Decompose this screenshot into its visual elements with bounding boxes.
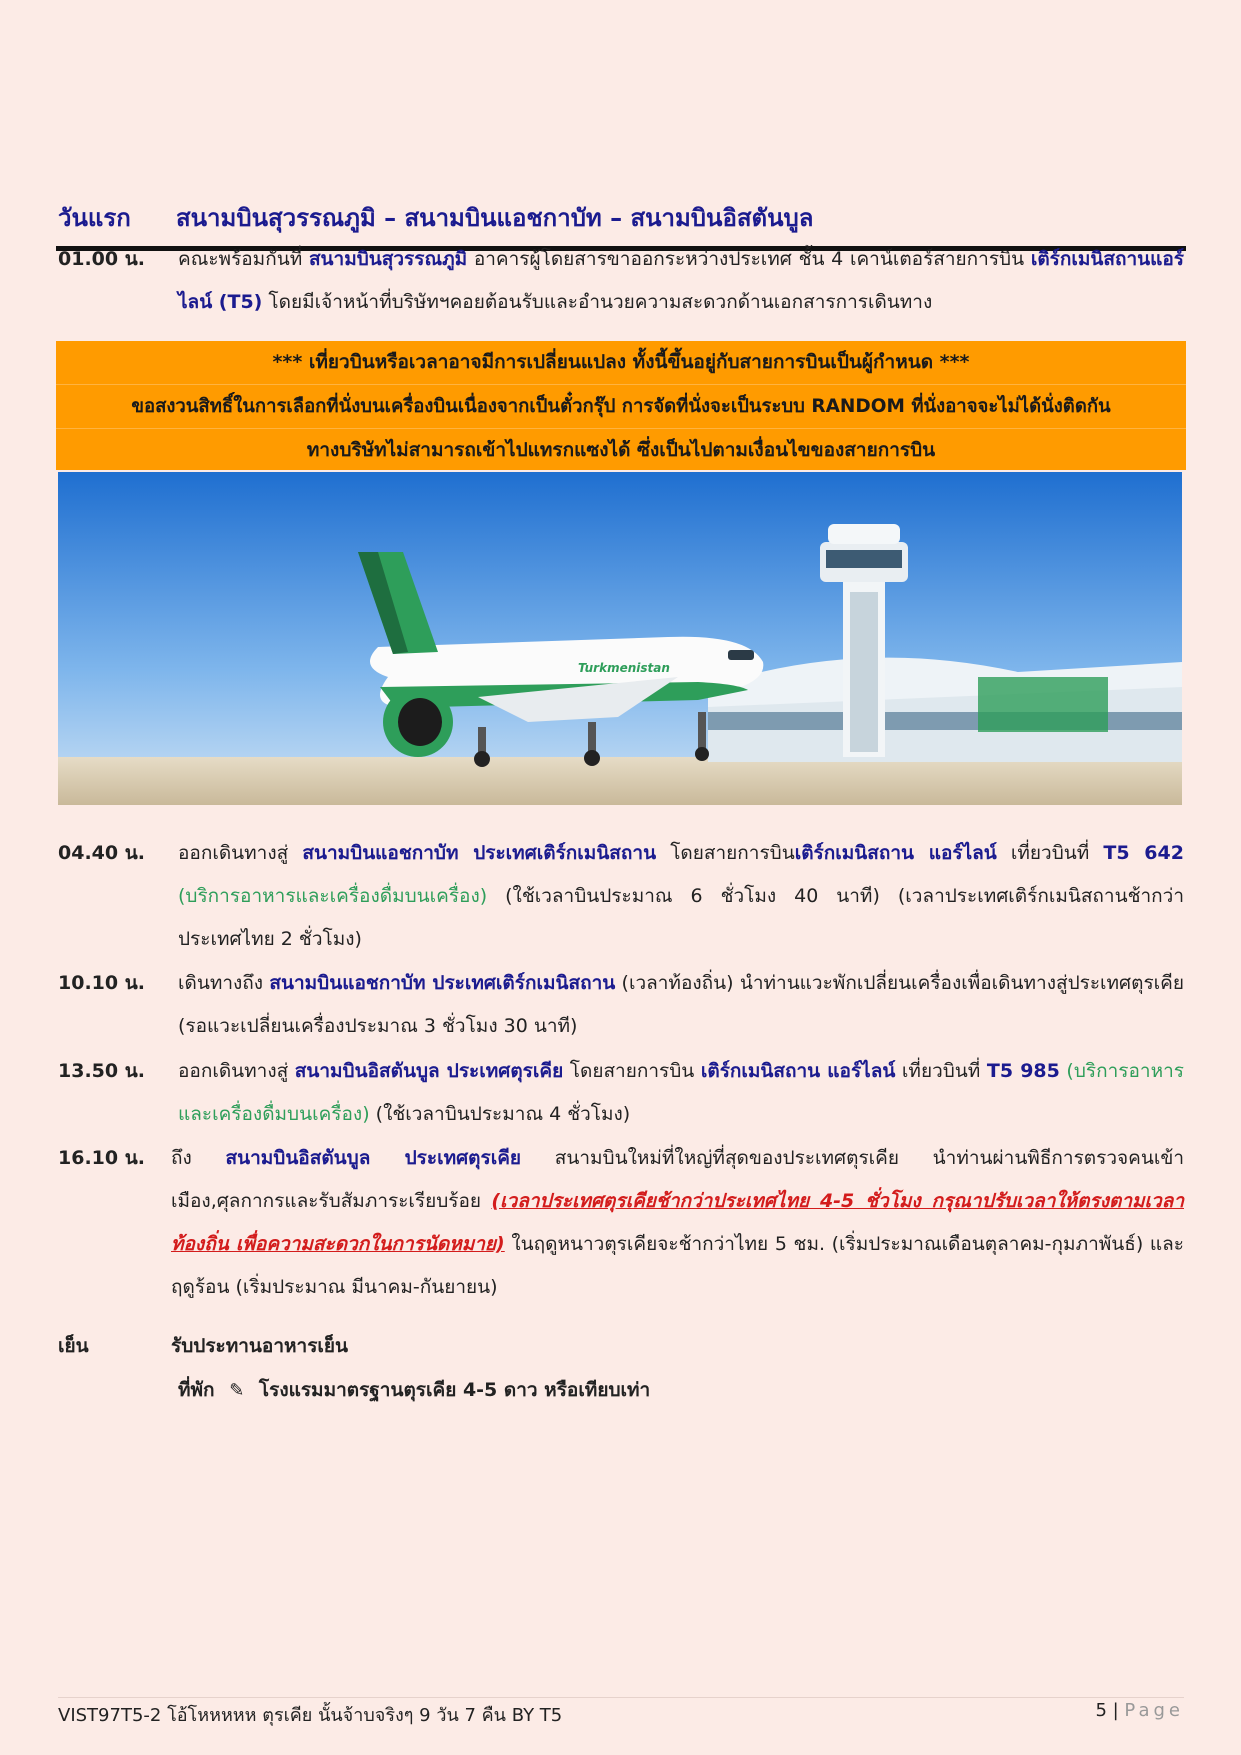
page-footer [58, 1700, 1184, 1729]
day-heading [58, 198, 1186, 237]
meal-service: (บริการอาหารและเครื่องดื่มบนเครื่อง) [178, 885, 488, 907]
airline-name: เติร์กเมนิสถาน แอร์ไลน์ [700, 1060, 896, 1082]
dinner-text: รับประทานอาหารเย็น [171, 1335, 349, 1357]
time-label: เย็น [58, 1335, 89, 1357]
page-number: 5 [1095, 1700, 1107, 1721]
airport-name: สนามบินแอชกาบัท ประเทศเติร์กเมนิสถาน [302, 842, 657, 864]
flight-number: T5 642 [1103, 842, 1184, 864]
time-zone-warning: (เวลาประเทศตุรเคียช้ากว่าประเทศไทย 4-5 ชั่วโมง กรุณาปรับเวลาให้ตรงตามเวลาท้องถิ่น เพื่อความสะดวกในการนัดหมาย) [171, 1190, 1184, 1255]
text: (เวลาท้องถิ่น) นำท่านแวะพักเปลี่ยนเครื่องเพื่อเดินทางสู่ประเทศตุรเคีย (รอแวะเปลี่ยนเครื่องประมาณ 3 ชั่วโมง 30 นาที) [178, 972, 1184, 1037]
text: โดยสายการบิน [563, 1060, 701, 1082]
day-route: สนามบินสุวรรณภูมิ – สนามบินแอชกาบัท – สนามบินอิสตันบูล [176, 204, 814, 232]
page-separator: | [1106, 1700, 1125, 1721]
text: (ใช้เวลาบินประมาณ 4 ชั่วโมง) [369, 1103, 631, 1125]
notice-line-3: ทางบริษัทไม่สามารถเข้าไปแทรกแซงได้ ซึ่งเป็นไปตามเงื่อนไขของสายการบิน [306, 439, 936, 461]
text: อาคารผู้โดยสารขาออกระหว่างประเทศ ชั้น 4 เคาน์เตอร์สายการบิน [467, 248, 1031, 270]
text: เดินทางถึง [178, 972, 270, 994]
text: สนามบินใหม่ที่ใหญ่ที่สุดของประเทศตุรเคีย นำท่านผ่านพิธีการตรวจคนเข้าเมือง,ศุลกากรและรับสัมภาระเรียบร้อย [171, 1147, 1185, 1212]
page-word: Page [1124, 1700, 1184, 1721]
text: โดยสายการบิน [656, 842, 795, 864]
entry-text [178, 832, 1184, 961]
text: เที่ยวบินที่ [895, 1060, 987, 1082]
itinerary-dinner [58, 1325, 1184, 1368]
hotel-text: โรงแรมมาตรฐานตุรเคีย 4-5 ดาว หรือเทียบเท่า [258, 1379, 651, 1401]
time-label: 10.10 น. [58, 972, 145, 994]
entry-text [178, 962, 1184, 1048]
airport-photo [58, 472, 1182, 805]
hotel-line [178, 1369, 1184, 1412]
flight-number: T5 985 [986, 1060, 1060, 1082]
plane-livery-text: Turkmenistan [578, 661, 670, 675]
airport-name: สนามบินอิสตันบูล ประเทศตุรเคีย [225, 1147, 522, 1169]
text: เที่ยวบินที่ [996, 842, 1104, 864]
hotel-label: ที่พัก [178, 1379, 215, 1401]
footer-program-code: VIST97T5-2 โอ้โหหหหห ตุรเคีย นั้นจ้าบจริงๆ 9 วัน 7 คืน BY T5 [58, 1705, 563, 1726]
airport-name: สนามบินอิสตันบูล ประเทศตุรเคีย [294, 1060, 564, 1082]
entry-text [178, 1050, 1184, 1136]
text: คณะพร้อมกันที่ [178, 248, 309, 270]
itinerary-1610 [58, 1137, 1184, 1309]
text: ออกเดินทางสู่ [178, 842, 303, 864]
itinerary-1350 [58, 1050, 1184, 1136]
entry-text [171, 1137, 1184, 1309]
itinerary-1010 [58, 962, 1184, 1048]
text: ออกเดินทางสู่ [178, 1060, 295, 1082]
time-label: 01.00 น. [58, 248, 145, 270]
time-label: 13.50 น. [58, 1060, 145, 1082]
itinerary-0100 [58, 238, 1184, 324]
airline-name: เติร์กเมนิสถานแอร์ไลน์ (T5) [178, 248, 1184, 313]
airline-name: เติร์กเมนิสถาน แอร์ไลน์ [794, 842, 997, 864]
time-label: 16.10 น. [58, 1147, 145, 1169]
text: (ใช้เวลาบินประมาณ 6 ชั่วโมง 40 นาที) (เวลาประเทศเติร์กเมนิสถานช้ากว่าประเทศไทย 2 ชั่วโมง) [178, 885, 1184, 950]
airplane-illustration [58, 472, 1182, 805]
text: ถึง [171, 1147, 226, 1169]
text: โดยมีเจ้าหน้าที่บริษัทฯคอยต้อนรับและอำนวยความสะดวกด้านเอกสารการเดินทาง [262, 291, 933, 313]
itinerary-hotel [58, 1369, 1184, 1412]
notice-box [56, 341, 1186, 470]
notice-line-2: ขอสงวนสิทธิ์ในการเลือกที่นั่งบนเครื่องบินเนื่องจากเป็นตั๋วกรุ๊ป การจัดที่นั่งจะเป็นระบบ RANDOM ที่นั่งอาจจะไม่ได้นั่งติดกัน [56, 385, 1186, 429]
entry-text [178, 238, 1184, 324]
notice-line-1: *** เที่ยวบินหรือเวลาอาจมีการเปลี่ยนแปลง ทั้งนี้ขึ้นอยู่กับสายการบินเป็นผู้กำหนด *** [56, 341, 1186, 385]
page-number-block [1095, 1700, 1184, 1721]
meal-service: (บริการอาหารและเครื่องดื่มบนเครื่อง) [178, 1060, 1184, 1125]
airport-name: สนามบินแอชกาบัท ประเทศเติร์กเมนิสถาน [269, 972, 616, 994]
text: ในฤดูหนาวตุรเคียจะช้ากว่าไทย 5 ชม. (เริ่มประมาณเดือนตุลาคม-กุมภาพันธ์) และฤดูร้อน (เริ่มประมาณ มีนาคม-กันยายน) [171, 1233, 1185, 1298]
day-label: วันแรก [58, 204, 131, 232]
footer-divider [58, 1697, 1184, 1698]
airport-name: สนามบินสุวรรณภูมิ [308, 248, 468, 270]
time-label: 04.40 น. [58, 842, 145, 864]
itinerary-0440 [58, 832, 1184, 961]
hotel-icon: ✎ [229, 1380, 245, 1401]
